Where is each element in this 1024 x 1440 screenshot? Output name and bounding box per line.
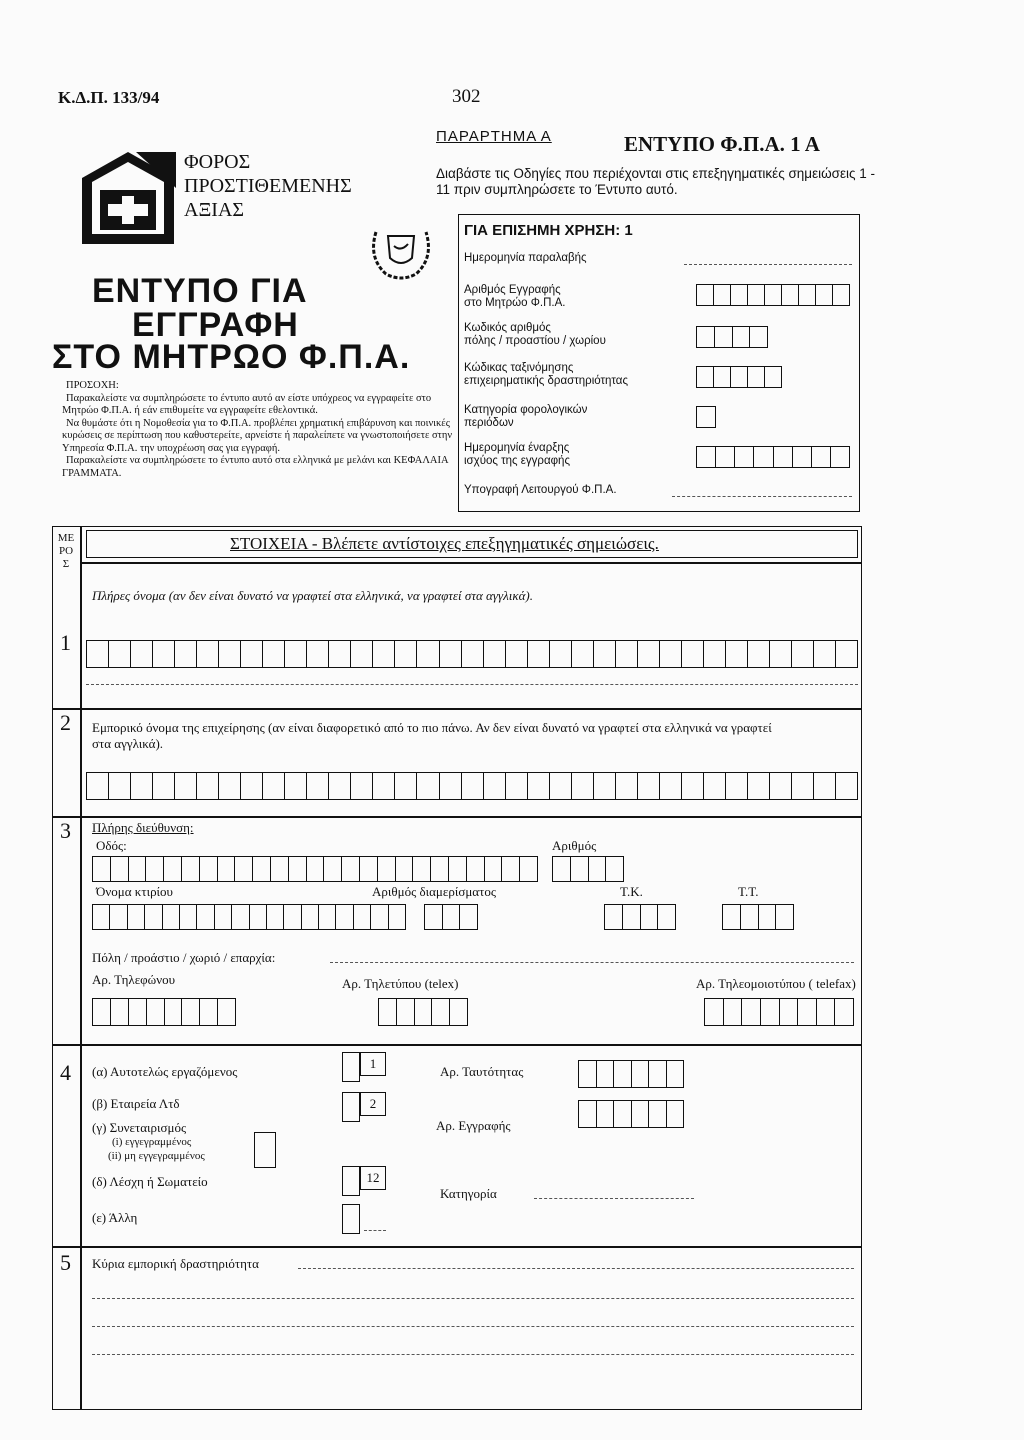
char-cell[interactable] [284, 772, 306, 800]
char-cell[interactable] [681, 640, 703, 668]
category-label: Κατηγορία [440, 1186, 497, 1201]
char-cell[interactable] [779, 998, 798, 1026]
char-cell[interactable] [196, 904, 213, 930]
char-cell[interactable] [110, 856, 128, 882]
char-cell[interactable] [377, 856, 395, 882]
char-cell[interactable] [335, 904, 352, 930]
char-cell[interactable] [703, 640, 725, 668]
registration-number-boxes[interactable] [578, 1100, 684, 1128]
char-cell[interactable] [350, 640, 372, 668]
registration-number-label: Αρ. Εγγραφής [436, 1118, 511, 1133]
club-checkbox[interactable] [342, 1166, 360, 1196]
char-cell[interactable] [593, 772, 615, 800]
char-cell[interactable] [725, 772, 747, 800]
char-cell[interactable] [637, 640, 659, 668]
annex-label: ΠΑΡΑΡΤΗΜΑ Α [436, 128, 552, 145]
coat-of-arms-icon [366, 222, 436, 284]
char-cell[interactable] [430, 856, 448, 882]
char-cell[interactable] [86, 640, 108, 668]
char-cell[interactable] [439, 640, 461, 668]
char-cell[interactable] [388, 904, 406, 930]
char-cell[interactable] [484, 856, 502, 882]
char-cell[interactable] [448, 856, 466, 882]
char-cell[interactable] [249, 904, 266, 930]
self-employed-label: (α) Αυτοτελώς εργαζόμενος [92, 1064, 238, 1079]
char-cell[interactable] [130, 640, 152, 668]
char-cell[interactable] [231, 904, 248, 930]
attention-paragraph-2: Να θυμάστε ότι η Νομοθεσία για το Φ.Π.Α. προβλέπει χρηματική επιβάρυνση και ποινικές κυρώσεις σε περίπτωση που καθυστερείτε, αρνείστε ή παραλείπετε να γνωστοποιήσετε στην Υπηρεσία Φ.Π.Α. την υποχρέωση σας για εγγραφή. [62, 417, 453, 454]
char-cell[interactable] [370, 904, 387, 930]
char-cell[interactable] [416, 772, 438, 800]
char-cell[interactable] [791, 772, 813, 800]
char-cell[interactable] [813, 772, 835, 800]
limited-company-checkbox[interactable] [342, 1092, 360, 1122]
city-code-label-2: πόλης / προαστίου / χωρίου [464, 335, 606, 347]
official-effective-date-boxes[interactable] [696, 446, 850, 468]
logo-line-1: ΦΟΡΟΣ [184, 151, 251, 173]
trade-name-boxes[interactable] [86, 772, 858, 800]
char-cell[interactable] [240, 640, 262, 668]
char-cell[interactable] [318, 904, 335, 930]
char-cell[interactable] [483, 640, 505, 668]
char-cell[interactable] [270, 856, 288, 882]
char-cell[interactable] [747, 640, 769, 668]
self-employed-checkbox[interactable] [342, 1052, 360, 1082]
form-title-line-1: ΕΝΤΥΠΟ ΓΙΑ [92, 272, 308, 310]
attention-block [62, 380, 460, 480]
char-cell[interactable] [519, 856, 538, 882]
char-cell[interactable] [240, 772, 262, 800]
char-cell[interactable] [341, 856, 359, 882]
char-cell[interactable] [549, 640, 571, 668]
char-cell[interactable] [659, 772, 681, 800]
char-cell[interactable] [549, 772, 571, 800]
char-cell[interactable] [306, 640, 328, 668]
char-cell[interactable] [723, 998, 742, 1026]
char-cell[interactable] [483, 772, 505, 800]
street-number-label: Αριθμός [552, 838, 597, 853]
char-cell[interactable] [412, 856, 430, 882]
char-cell[interactable] [461, 772, 483, 800]
char-cell[interactable] [86, 772, 108, 800]
char-cell[interactable] [109, 904, 126, 930]
char-cell[interactable] [108, 640, 130, 668]
char-cell[interactable] [262, 640, 284, 668]
char-cell[interactable] [615, 772, 637, 800]
char-cell[interactable] [306, 772, 328, 800]
part-4-number: 4 [60, 1060, 71, 1085]
limited-company-label: (β) Εταιρεία Λτδ [92, 1096, 180, 1111]
char-cell[interactable] [527, 640, 549, 668]
char-cell[interactable] [92, 856, 110, 882]
part-label: ΜΕΡΟΣ [57, 532, 75, 570]
char-cell[interactable] [505, 772, 527, 800]
char-cell[interactable] [128, 998, 146, 1026]
form-title-line-2: ΕΓΓΡΑΦΗ [132, 306, 299, 344]
section-header-title: ΣΤΟΙΧΕΙΑ - Βλέπετε αντίστοιχες επεξηγηματικές σημειώσεις. [230, 534, 659, 553]
char-cell[interactable] [797, 998, 816, 1026]
char-cell[interactable] [760, 998, 779, 1026]
phone-label: Αρ. Τηλεφώνου [92, 972, 176, 987]
char-cell[interactable] [359, 856, 377, 882]
reg-number-label-2: στο Μητρώο Φ.Π.Α. [464, 297, 566, 309]
char-cell[interactable] [704, 998, 723, 1026]
char-cell[interactable] [301, 904, 318, 930]
effective-date-label-1: Ημερομηνία έναρξης [464, 442, 570, 454]
char-cell[interactable] [127, 904, 144, 930]
char-cell[interactable] [218, 772, 240, 800]
official-use-heading: ΓΙΑ ΕΠΙΣΗΜΗ ΧΡΗΣΗ: 1 [464, 222, 633, 239]
char-cell[interactable] [252, 856, 270, 882]
char-cell[interactable] [199, 998, 217, 1026]
char-cell[interactable] [395, 856, 413, 882]
char-cell[interactable] [372, 640, 394, 668]
apartment-number-boxes[interactable] [424, 904, 478, 930]
char-cell[interactable] [501, 856, 519, 882]
char-cell[interactable] [174, 640, 196, 668]
po-box-label: Τ.Τ. [738, 884, 759, 899]
class-code-label-2: επιχειρηματικής δραστηριότητας [464, 375, 628, 387]
other-label: (ε) Άλλη [92, 1210, 138, 1225]
full-address-label: Πλήρης διεύθυνση: [92, 820, 194, 835]
char-cell[interactable] [394, 640, 416, 668]
char-cell[interactable] [152, 640, 174, 668]
char-cell[interactable] [816, 998, 835, 1026]
char-cell[interactable] [725, 640, 747, 668]
char-cell[interactable] [199, 856, 217, 882]
char-cell[interactable] [527, 772, 549, 800]
part-5-number: 5 [60, 1250, 71, 1275]
char-cell[interactable] [174, 772, 196, 800]
char-cell[interactable] [163, 856, 181, 882]
official-reg-number-boxes[interactable] [696, 284, 850, 306]
char-cell[interactable] [353, 904, 370, 930]
telex-label: Αρ. Τηλετύπου (telex) [342, 976, 459, 991]
receipt-date-label: Ημερομηνία παραλαβής [464, 252, 587, 264]
effective-date-label-2: ισχύος της εγγραφής [464, 455, 570, 467]
char-cell[interactable] [130, 772, 152, 800]
tax-category-label-1: Κατηγορία φορολογικών [464, 404, 588, 416]
attention-paragraph-1: Παρακαλείστε να συμπληρώσετε το έντυπο αυτό αν είστε υπόχρεος να εγγραφείτε στο Μητρώο Φ.Π.Α. ή εάν επιθυμείτε να εγγραφείτε εθελοντικά. [62, 392, 432, 416]
char-cell[interactable] [288, 856, 306, 882]
club-code: 12 [360, 1166, 386, 1190]
postal-code-label: Τ.Κ. [620, 884, 643, 899]
main-activity-label: Κύρια εμπορική δραστηριότητα [92, 1256, 259, 1271]
char-cell[interactable] [92, 904, 109, 930]
char-cell[interactable] [593, 640, 615, 668]
char-cell[interactable] [571, 640, 593, 668]
attention-paragraph-3: Παρακαλείστε να συμπληρώσετε το έντυπο αυτό στα ελληνικά με μελάνι και ΚΕΦΑΛΑΙΑ ΓΡΑΜΜΑΤΑ. [62, 455, 449, 479]
form-code: ΕΝΤΥΠΟ Φ.Π.Α. 1 Α [624, 132, 820, 156]
char-cell[interactable] [813, 640, 835, 668]
char-cell[interactable] [306, 856, 324, 882]
instructions-note: Διαβάστε τις Οδηγίες που περιέχονται στις επεξηγηματικές σημειώσεις 1 - 11 πριν συμπληρώσετε το Έντυπο αυτό. [436, 166, 875, 197]
char-cell[interactable] [217, 856, 235, 882]
char-cell[interactable] [152, 772, 174, 800]
char-cell[interactable] [144, 904, 161, 930]
id-number-boxes[interactable] [578, 1060, 684, 1088]
char-cell[interactable] [571, 772, 593, 800]
apartment-number-label: Αριθμός διαμερίσματος [372, 884, 496, 899]
tax-category-label-2: περιόδων [464, 417, 514, 429]
reg-number-label-1: Αριθμός Εγγραφής [464, 284, 561, 296]
street-number-boxes[interactable] [552, 856, 624, 882]
fax-boxes[interactable] [704, 998, 854, 1026]
char-cell[interactable] [181, 998, 199, 1026]
char-cell[interactable] [146, 998, 164, 1026]
phone-boxes[interactable] [92, 998, 236, 1026]
char-cell[interactable] [328, 640, 350, 668]
building-name-label: Όνομα κτιρίου [96, 884, 173, 899]
char-cell[interactable] [234, 856, 252, 882]
char-cell[interactable] [128, 856, 146, 882]
fax-label: Αρ. Τηλεομοιοτύπου ( telefax) [696, 976, 856, 991]
char-cell[interactable] [196, 772, 218, 800]
full-name-label: Πλήρες όνομα (αν δεν είναι δυνατό να γραφτεί στα ελληνικά, να γραφτεί στα αγγλικά). [92, 588, 534, 603]
char-cell[interactable] [615, 640, 637, 668]
char-cell[interactable] [196, 640, 218, 668]
char-cell[interactable] [283, 904, 300, 930]
part-2-number: 2 [60, 710, 71, 735]
char-cell[interactable] [466, 856, 484, 882]
char-cell[interactable] [323, 856, 341, 882]
page-number: 302 [452, 86, 481, 107]
logo-line-2: ΠΡΟΣΤΙΘΕΜΕΝΗΣ [184, 175, 352, 197]
telex-boxes[interactable] [378, 998, 468, 1026]
building-name-boxes[interactable] [92, 904, 406, 930]
char-cell[interactable] [218, 640, 240, 668]
street-boxes[interactable] [92, 856, 538, 882]
char-cell[interactable] [217, 998, 236, 1026]
official-tax-category-box[interactable] [696, 406, 716, 428]
char-cell[interactable] [416, 640, 438, 668]
char-cell[interactable] [681, 772, 703, 800]
part-1-number: 1 [60, 630, 71, 655]
char-cell[interactable] [328, 772, 350, 800]
char-cell[interactable] [834, 998, 854, 1026]
char-cell[interactable] [164, 998, 182, 1026]
char-cell[interactable] [741, 998, 760, 1026]
char-cell[interactable] [835, 772, 858, 800]
char-cell[interactable] [284, 640, 306, 668]
char-cell[interactable] [835, 640, 858, 668]
partnership-checkbox[interactable] [254, 1132, 276, 1168]
char-cell[interactable] [769, 640, 791, 668]
char-cell[interactable] [439, 772, 461, 800]
char-cell[interactable] [394, 772, 416, 800]
char-cell[interactable] [145, 856, 163, 882]
char-cell[interactable] [266, 904, 283, 930]
official-class-code-boxes[interactable] [696, 366, 782, 388]
char-cell[interactable] [162, 904, 179, 930]
self-employed-code: 1 [360, 1052, 386, 1076]
vat-logo-icon [78, 148, 178, 248]
char-cell[interactable] [110, 998, 128, 1026]
partnership-label: (γ) Συνεταιρισμός [92, 1120, 187, 1135]
city-label: Πόλη / προάστιο / χωριό / επαρχία: [92, 950, 276, 965]
char-cell[interactable] [747, 772, 769, 800]
postal-code-boxes[interactable] [604, 904, 676, 930]
char-cell[interactable] [181, 856, 199, 882]
attention-heading: ΠΡΟΣΟΧΗ: [66, 380, 119, 391]
char-cell[interactable] [769, 772, 791, 800]
official-city-code-boxes[interactable] [696, 326, 768, 348]
part-3-number: 3 [60, 818, 71, 843]
club-label: (δ) Λέσχη ή Σωματείο [92, 1174, 208, 1189]
trade-name-label: Εμπορικό όνομα της επιχείρησης (αν είναι διαφορετικό από το πιο πάνω. Αν δεν είναι δυνατό να γραφτεί στα ελληνικά να γραφτεί στα αγγλικά). [92, 720, 772, 751]
partnership-registered-label: (i) εγγεγραμμένος [112, 1136, 192, 1148]
char-cell[interactable] [505, 640, 527, 668]
char-cell[interactable] [372, 772, 394, 800]
full-name-boxes[interactable] [86, 640, 858, 668]
partnership-unregistered-label: (ii) μη εγγεγραμμένος [108, 1150, 205, 1162]
id-number-label: Αρ. Ταυτότητας [440, 1064, 524, 1079]
limited-company-code: 2 [360, 1092, 386, 1116]
char-cell[interactable] [659, 640, 681, 668]
char-cell[interactable] [461, 640, 483, 668]
form-title-line-3: ΣΤΟ ΜΗΤΡΩΟ Φ.Π.Α. [52, 338, 411, 376]
street-label: Οδός: [96, 838, 127, 853]
city-code-label-1: Κωδικός αριθμός [464, 322, 551, 334]
char-cell[interactable] [214, 904, 231, 930]
char-cell[interactable] [791, 640, 813, 668]
char-cell[interactable] [262, 772, 284, 800]
logo-line-3: ΑΞΙΑΣ [184, 199, 245, 221]
law-reference: Κ.Δ.Π. 133/94 [58, 88, 160, 107]
char-cell[interactable] [92, 998, 110, 1026]
char-cell[interactable] [703, 772, 725, 800]
char-cell[interactable] [350, 772, 372, 800]
char-cell[interactable] [108, 772, 130, 800]
other-checkbox[interactable] [342, 1204, 360, 1234]
char-cell[interactable] [637, 772, 659, 800]
officer-signature-label: Υπογραφή Λειτουργού Φ.Π.Α. [464, 484, 617, 496]
po-box-boxes[interactable] [722, 904, 794, 930]
char-cell[interactable] [179, 904, 196, 930]
class-code-label-1: Κώδικας ταξινόμησης [464, 362, 574, 374]
